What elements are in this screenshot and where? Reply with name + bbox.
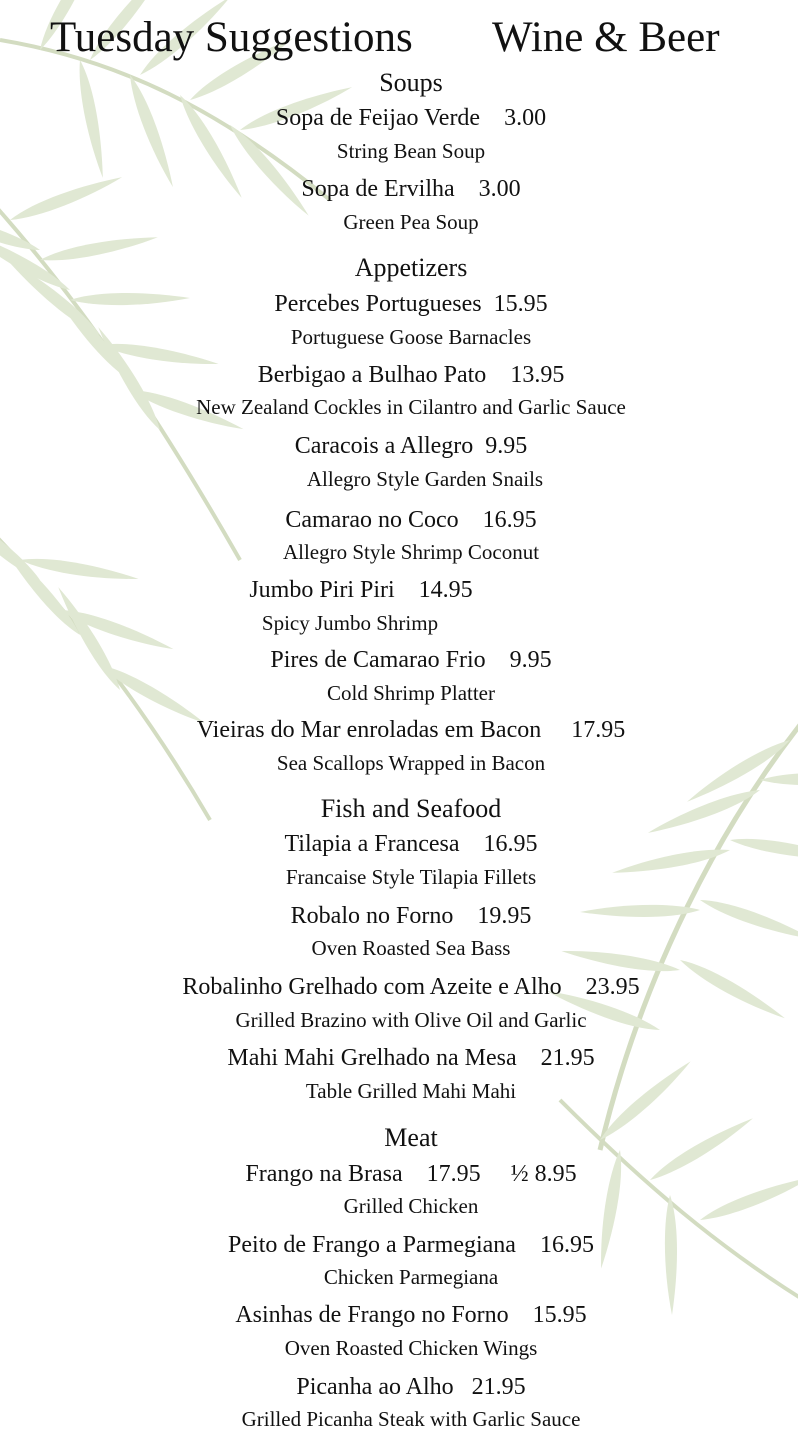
menu-item-description: Table Grilled Mahi Mahi xyxy=(305,1079,517,1103)
palm-frond-upper-left xyxy=(0,172,245,560)
menu-item-description: Chicken Parmegiana xyxy=(323,1265,499,1289)
menu-item-name: Caracois a Allegro 9.95 xyxy=(294,433,528,459)
menu-item-price: 19.95 xyxy=(477,903,532,929)
section-title-soups: Soups xyxy=(379,68,443,97)
menu-item-price: 21.95 xyxy=(540,1045,595,1071)
menu-item-price: 16.95 xyxy=(482,507,537,533)
menu-item-name: Frango na Brasa 17.95 ½ 8.95 xyxy=(245,1161,577,1187)
menu-item-description: Cold Shrimp Platter xyxy=(327,681,495,705)
menu-item-description: Sea Scallops Wrapped in Bacon xyxy=(276,751,546,775)
menu-item-name: Asinhas de Frango no Forno 15.95 xyxy=(235,1302,587,1328)
menu-item-name: Picanha ao Alho 21.95 xyxy=(296,1374,526,1400)
menu-item-name: Sopa de Feijao Verde 3.00 xyxy=(275,105,547,131)
menu-item-price: 13.95 xyxy=(510,362,565,388)
wine-beer-title: Wine & Beer xyxy=(492,14,720,61)
menu-item-price: 14.95 xyxy=(418,577,473,603)
menu-item-name: Peito de Frango a Parmegiana 16.95 xyxy=(228,1232,594,1258)
menu-item-name: Percebes Portugueses 15.95 xyxy=(274,291,548,317)
menu-item-description: Grilled Brazino with Olive Oil and Garlic xyxy=(235,1008,587,1032)
menu-item-price: 17.95 xyxy=(426,1161,481,1187)
palm-frond-left-lower xyxy=(0,499,210,820)
menu-item-name: Pires de Camarao Frio 9.95 xyxy=(270,647,552,673)
menu-item-price: 9.95 xyxy=(485,433,528,459)
menu-item-name: Mahi Mahi Grelhado na Mesa 21.95 xyxy=(227,1045,595,1071)
menu-item-name: Berbigao a Bulhao Pato 13.95 xyxy=(257,362,565,388)
menu-item-description: Grilled Chicken xyxy=(343,1194,479,1218)
menu-item-name: Robalinho Grelhado com Azeite e Alho 23.95 xyxy=(182,974,640,1000)
menu-item-name: Camarao no Coco 16.95 xyxy=(285,507,537,533)
palm-frond-bottom-right xyxy=(560,1058,798,1315)
menu-item-description: String Bean Soup xyxy=(336,139,486,163)
menu-title: Tuesday Suggestions xyxy=(50,14,413,61)
menu-item-half-price: ½ 8.95 xyxy=(510,1161,577,1187)
menu-item-price: 9.95 xyxy=(509,647,552,673)
menu-item-price: 16.95 xyxy=(539,1232,594,1258)
menu-item-price: 15.95 xyxy=(532,1302,587,1328)
menu-item-name: Vieiras do Mar enroladas em Bacon 17.95 xyxy=(196,717,626,743)
menu-item-description: Allegro Style Garden Snails xyxy=(306,467,544,491)
menu-item-name: Tilapia a Francesa 16.95 xyxy=(284,831,538,857)
menu-item-description: New Zealand Cockles in Cilantro and Garlic Sauce xyxy=(196,395,626,419)
menu-item-description: Oven Roasted Chicken Wings xyxy=(284,1336,538,1360)
menu-item-price: 3.00 xyxy=(478,176,521,202)
section-title-fish-and-seafood: Fish and Seafood xyxy=(320,794,502,823)
section-title-meat: Meat xyxy=(384,1123,438,1152)
menu-item-name: Sopa de Ervilha 3.00 xyxy=(301,176,521,202)
menu-item-price: 21.95 xyxy=(471,1374,526,1400)
menu-item-price: 3.00 xyxy=(504,105,547,131)
menu-item-description: Allegro Style Shrimp Coconut xyxy=(282,540,540,564)
menu-item-price: 23.95 xyxy=(585,974,640,1000)
menu-item-description: Spicy Jumbo Shrimp xyxy=(261,611,439,635)
menu-item-name: Jumbo Piri Piri 14.95 xyxy=(249,577,473,603)
menu-item-description: Grilled Picanha Steak with Garlic Sauce xyxy=(241,1407,581,1431)
menu-item-description: Oven Roasted Sea Bass xyxy=(311,936,511,960)
menu-item-description: Green Pea Soup xyxy=(343,210,479,234)
menu-item-description: Portuguese Goose Barnacles xyxy=(290,325,532,349)
menu-item-price: 17.95 xyxy=(571,717,626,743)
menu-item-price: 16.95 xyxy=(483,831,538,857)
menu-item-name: Robalo no Forno 19.95 xyxy=(290,903,532,929)
menu-item-description: Francaise Style Tilapia Fillets xyxy=(285,865,537,889)
section-title-appetizers: Appetizers xyxy=(354,253,468,282)
menu-item-price: 15.95 xyxy=(493,291,548,317)
